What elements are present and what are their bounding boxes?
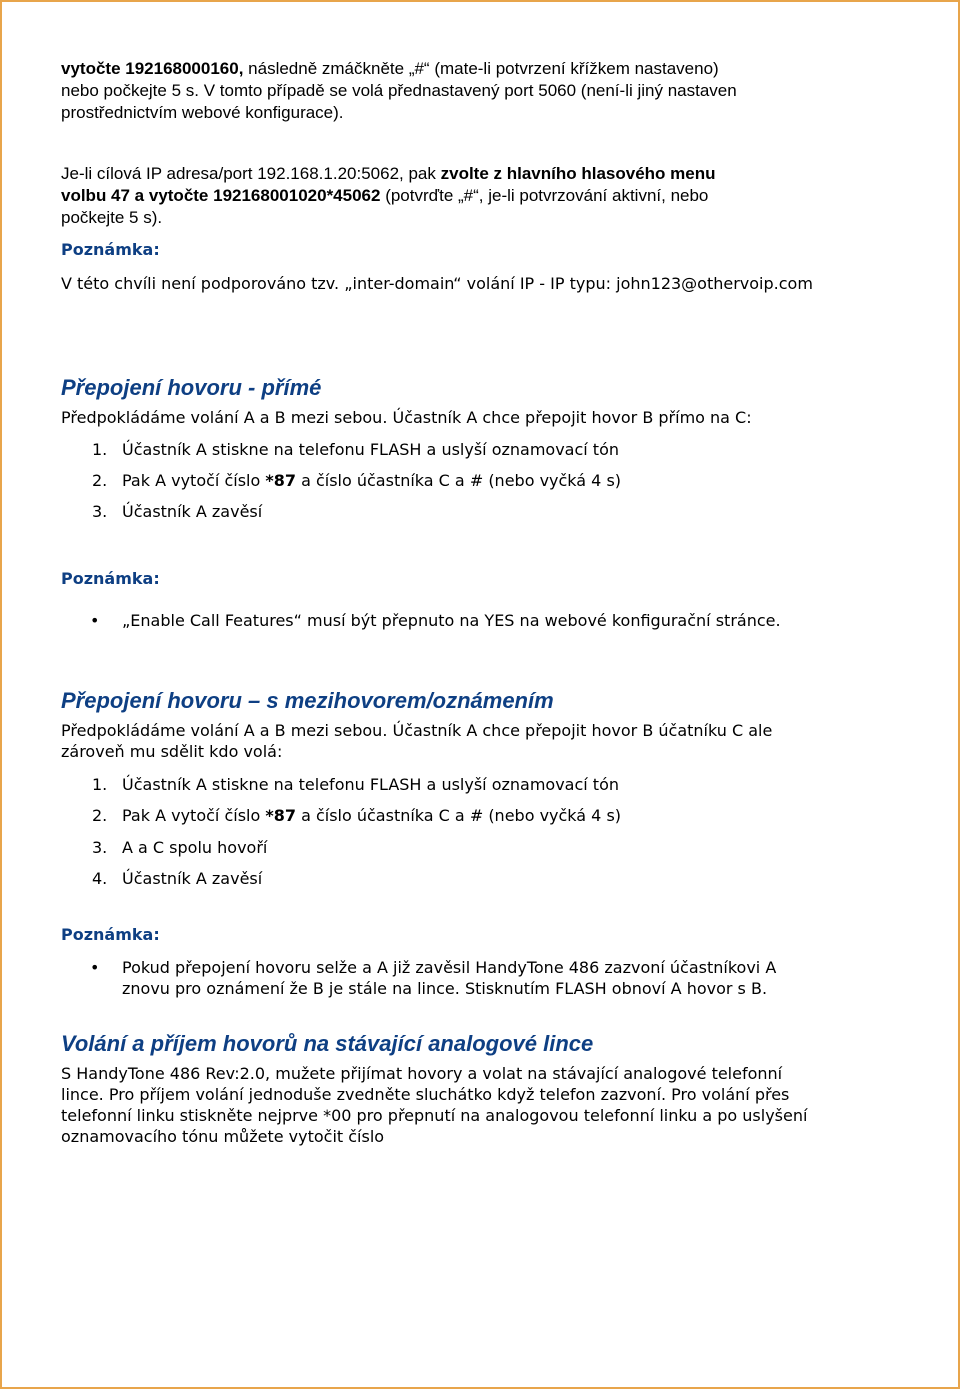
list-item: 3. Účastník A zavěsí (92, 502, 263, 521)
bullet-icon: • (90, 611, 100, 630)
list-item: 1. Účastník A stiskne na telefonu FLASH a uslyší oznamovací tón (92, 440, 620, 459)
paragraph-text: prostřednictvím webové konfigurace). (61, 103, 344, 122)
paragraph-text: (potvrďte „#“, je-li potvrzování aktivní, nebo (380, 186, 709, 205)
section-intro: Předpokládáme volání A a B mezi sebou. Účastník A chce přepojit hovor B účatníku C ale zároveň mu sdělit kdo volá: (61, 721, 773, 761)
note-label: Poznámka: (61, 925, 160, 944)
dial-number-bold: vytočte 192168000160, (61, 59, 244, 78)
section-heading-analog-line: Volání a příjem hovorů na stávající analogové lince (61, 1031, 594, 1056)
menu-instruction-bold: zvolte z hlavního hlasového menu (440, 164, 716, 183)
paragraph-dial-default (61, 58, 901, 124)
paragraph-dial-port (61, 163, 901, 229)
bullet-icon: • (90, 958, 100, 977)
paragraph-text: nebo počkejte 5 s. V tomto případě se volá přednastavený port 5060 (není-li jiný nastaven (61, 81, 737, 100)
note-label: Poznámka: (61, 240, 160, 259)
list-item: 4. Účastník A zavěsí (92, 869, 263, 888)
paragraph-text: počkejte 5 s). (61, 208, 163, 227)
section-body: S HandyTone 486 Rev:2.0, mužete přijímat hovory a volat na stávající analogové telefonní lince. Pro příjem volání jednoduše zvedněte sluchátko když telefon zazvoní. Pro volání přes telefonní linku stiskněte nejprve *00 pro přepnutí na analogovou telefonní linku a po uslyšení oznamovacího tónu můžete vytočit číslo (61, 1064, 808, 1146)
note-label: Poznámka: (61, 569, 160, 588)
list-item: 1. Účastník A stiskne na telefonu FLASH a uslyší oznamovací tón (92, 775, 620, 794)
menu-instruction-bold: volbu 47 a vytočte 192168001020*45062 (61, 186, 381, 205)
bullet-text: „Enable Call Features“ musí být přepnuto na YES na webové konfigurační stránce. (122, 611, 781, 630)
list-item: 3. A a C spolu hovoří (92, 838, 268, 857)
section-heading-announced-transfer: Přepojení hovoru – s mezihovorem/oznámením (61, 688, 554, 713)
list-item: 2. Pak A vytočí číslo *87 a číslo účastníka C a # (nebo vyčká 4 s) (92, 806, 622, 825)
paragraph-text: Je-li cílová IP adresa/port 192.168.1.20:5062, pak (61, 164, 441, 183)
section-intro: Předpokládáme volání A a B mezi sebou. Účastník A chce přepojit hovor B přímo na C: (61, 408, 752, 427)
paragraph-text: následně zmáčkněte „#“ (mate-li potvrzení křížkem nastaveno) (243, 59, 719, 78)
section-heading-direct-transfer: Přepojení hovoru - přímé (61, 375, 322, 400)
bullet-text: Pokud přepojení hovoru selže a A již zavěsil HandyTone 486 zazvoní účastníkovi A znovu pro oznámení že B je stále na lince. Stisknutím FLASH obnoví A hovor s B. (122, 958, 777, 998)
list-item: 2. Pak A vytočí číslo *87 a číslo účastníka C a # (nebo vyčká 4 s) (92, 471, 622, 490)
note-text: V této chvíli není podporováno tzv. „inter-domain“ volání IP - IP typu: john123@othervoip.com (61, 274, 813, 293)
